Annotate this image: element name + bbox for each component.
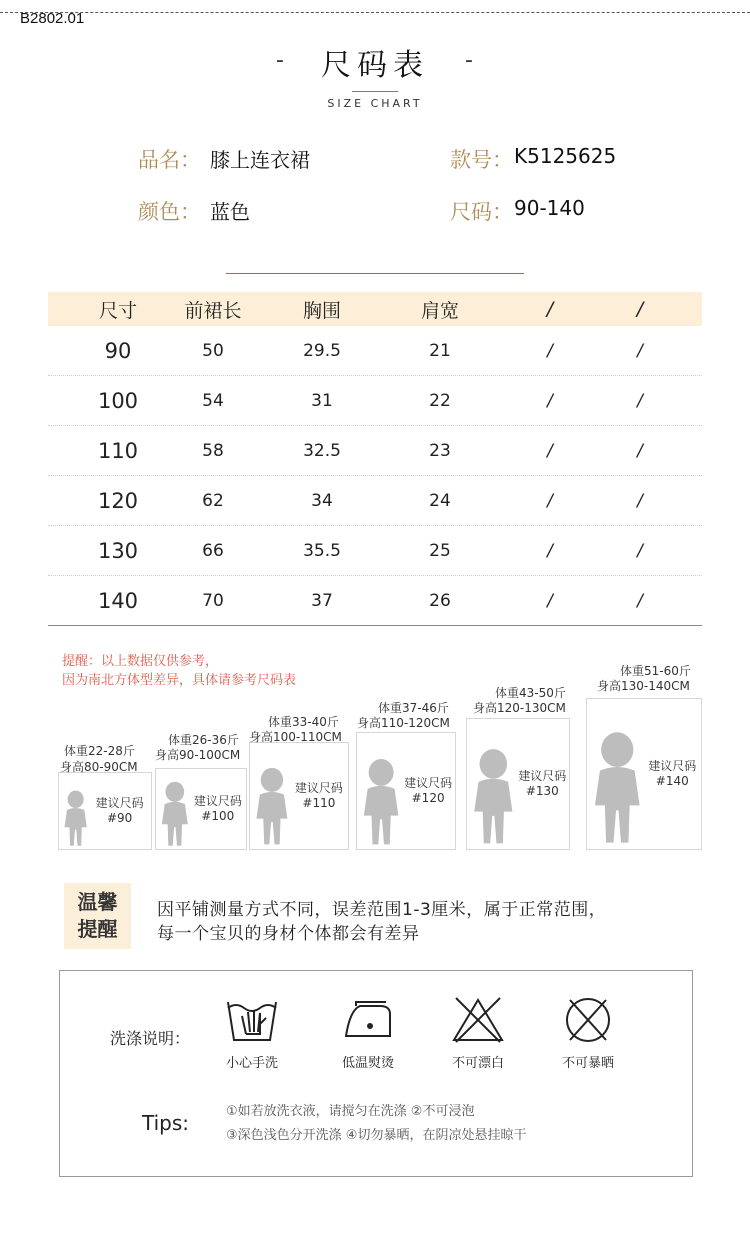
suggest-size: #140 — [655, 774, 689, 788]
figure-weight: 体重51-60斤 — [620, 664, 691, 678]
figure-height: 身高130-140CM — [597, 679, 690, 693]
no-bleach-icon — [452, 996, 504, 1044]
child-silhouette-icon — [470, 748, 517, 850]
child-silhouette-icon — [62, 790, 89, 850]
size-value: 90-140 — [514, 196, 585, 220]
page-subtitle: SIZE CHART — [327, 97, 423, 110]
figure-height: 身高90-100CM — [155, 748, 241, 762]
table-cell: 120 — [97, 488, 139, 513]
hand-wash-icon — [226, 996, 278, 1044]
title-dash-left: - — [276, 48, 284, 73]
header-cell: 胸围 — [302, 299, 341, 322]
figure-suggestion — [89, 796, 150, 826]
notice-line-1: 因平铺测量方式不同，误差范围1-3厘米，属于正常范围， — [157, 900, 607, 920]
figure-suggestion — [191, 794, 245, 824]
table-cell: / — [637, 340, 643, 361]
header-cell: 尺寸 — [98, 299, 137, 322]
table-cell: 35.5 — [303, 540, 341, 561]
figure-weight: 体重22-28斤 — [64, 744, 135, 758]
suggest-size: #110 — [302, 796, 336, 810]
table-cell: / — [637, 540, 643, 561]
figure-height: 身高80-90CM — [60, 760, 138, 774]
top-dashed-line — [0, 12, 750, 13]
care-name-no-bleach: 不可漂白 — [451, 1056, 504, 1071]
table-cell: 100 — [97, 388, 139, 413]
suggest-size: #130 — [525, 784, 559, 798]
table-row — [48, 376, 702, 426]
table-cell: / — [547, 540, 553, 561]
table-cell: / — [547, 440, 553, 461]
figure-suggestion — [645, 759, 700, 789]
table-cell: 37 — [311, 590, 333, 611]
notice-badge — [64, 883, 131, 949]
table-cell: 23 — [429, 440, 451, 461]
care-name-no-sun-dry: 不可暴晒 — [561, 1056, 614, 1071]
table-cell: 58 — [202, 440, 224, 461]
style-label: 款号： — [450, 148, 513, 172]
table-cell: / — [637, 490, 643, 511]
suggest-size: #90 — [106, 811, 133, 825]
table-cell: 66 — [202, 540, 224, 561]
care-label: 洗涤说明： — [110, 1029, 191, 1048]
table-cell: 54 — [202, 390, 224, 411]
suggest-label: 建议尺码 — [648, 759, 697, 773]
notice-badge-line-1: 温馨 — [77, 890, 118, 914]
table-cell: / — [547, 340, 553, 361]
table-cell: 29.5 — [303, 340, 341, 361]
table-cell: 130 — [97, 538, 139, 563]
suggest-size: #120 — [411, 791, 445, 805]
name-label: 品名： — [138, 148, 201, 172]
table-cell: 110 — [97, 438, 139, 463]
figure-weight: 体重37-46斤 — [378, 701, 449, 715]
low-iron-icon — [342, 996, 394, 1044]
suggest-size: #100 — [201, 809, 235, 823]
header-cell: 肩宽 — [420, 299, 459, 322]
info-separator — [226, 273, 524, 274]
page-title: 尺码表 — [321, 48, 429, 83]
color-label: 颜色： — [138, 200, 201, 224]
table-cell: / — [547, 490, 553, 511]
tips-line-2: ③深色浅色分开洗涤 ④切勿暴晒，在阴凉处悬挂晾干 — [226, 1128, 527, 1143]
header-cell: / — [636, 298, 644, 320]
care-name-hand-wash: 小心手洗 — [225, 1056, 278, 1071]
notice-line-2: 每一个宝贝的身材个体都会有差异 — [157, 924, 420, 944]
warning-line-1: 提醒：以上数据仅供参考， — [62, 654, 219, 669]
warning-line-2: 因为南北方体型差异，具体请参考尺码表 — [62, 673, 297, 688]
table-cell: 62 — [202, 490, 224, 511]
table-cell: 21 — [429, 340, 451, 361]
figure-height: 身高100-110CM — [249, 730, 342, 744]
table-cell: / — [547, 390, 553, 411]
table-cell: 34 — [311, 490, 333, 511]
table-cell: 32.5 — [303, 440, 341, 461]
table-cell: 26 — [429, 590, 451, 611]
table-cell: 31 — [311, 390, 333, 411]
child-silhouette-icon — [253, 767, 291, 850]
table-cell: 24 — [429, 490, 451, 511]
table-cell: 90 — [104, 338, 132, 363]
table-cell: / — [547, 590, 553, 611]
no-sun-dry-icon — [562, 996, 614, 1044]
figure-weight: 体重33-40斤 — [268, 715, 339, 729]
size-table — [48, 292, 702, 626]
title-dash-right: - — [465, 48, 473, 73]
child-silhouette-icon — [590, 731, 645, 850]
style-value: K5125625 — [514, 144, 617, 168]
table-cell: 25 — [429, 540, 451, 561]
table-row — [48, 576, 702, 626]
table-cell: 22 — [429, 390, 451, 411]
care-instructions-box — [59, 970, 693, 1177]
figure-suggestion — [517, 769, 568, 799]
table-row — [48, 426, 702, 476]
table-cell: 70 — [202, 590, 224, 611]
child-silhouette-icon — [159, 781, 191, 850]
table-row — [48, 326, 702, 376]
figure-height: 身高110-120CM — [357, 716, 450, 730]
suggest-label: 建议尺码 — [518, 769, 567, 783]
suggest-label: 建议尺码 — [294, 781, 343, 795]
tips-line-1: ①如若放洗衣液，请搅匀在洗涤 ②不可浸泡 — [226, 1104, 475, 1119]
suggest-label: 建议尺码 — [404, 776, 453, 790]
figure-suggestion — [291, 781, 347, 811]
tips-label: Tips: — [142, 1111, 190, 1135]
product-code: B2802.01 — [20, 10, 85, 27]
figure-weight: 体重43-50斤 — [495, 686, 566, 700]
header-cell: / — [546, 298, 554, 320]
table-cell: / — [637, 590, 643, 611]
table-header — [48, 292, 702, 326]
table-cell: 50 — [202, 340, 224, 361]
name-value: 膝上连衣裙 — [210, 148, 310, 172]
size-label: 尺码： — [450, 200, 513, 224]
suggest-label: 建议尺码 — [95, 796, 144, 810]
header-cell: 前裙长 — [184, 299, 242, 322]
table-cell: 140 — [97, 588, 139, 613]
table-cell: / — [637, 390, 643, 411]
suggest-label: 建议尺码 — [193, 794, 242, 808]
table-cell: / — [637, 440, 643, 461]
figure-suggestion — [402, 776, 454, 806]
child-silhouette-icon — [360, 758, 402, 850]
figure-height: 身高120-130CM — [473, 701, 566, 715]
figure-weight: 体重26-36斤 — [168, 733, 239, 747]
table-row — [48, 526, 702, 576]
notice-badge-line-2: 提醒 — [77, 917, 118, 941]
subtitle-divider — [352, 91, 398, 92]
color-value: 蓝色 — [210, 200, 250, 224]
table-row — [48, 476, 702, 526]
care-name-low-iron: 低温熨烫 — [341, 1056, 394, 1071]
